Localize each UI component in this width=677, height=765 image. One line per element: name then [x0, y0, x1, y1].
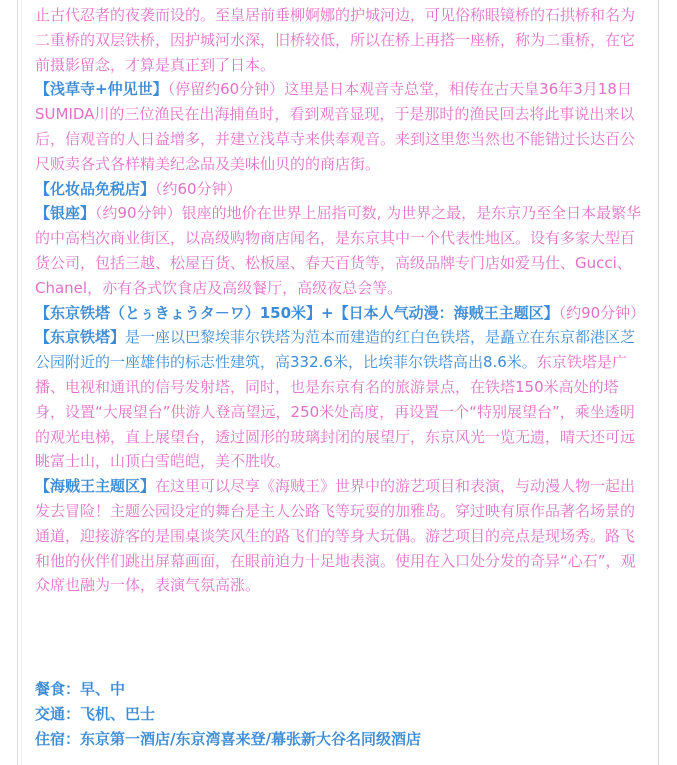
paragraph-sensoji: [35, 77, 647, 176]
itinerary-content: [35, 3, 647, 598]
tokyo-tower-one-piece-title: 【东京铁塔（とぅきょうタ－ワ）150米】+【日本人气动漫：海贼王主题区】: [35, 303, 559, 322]
paragraph-one-piece: [35, 474, 647, 598]
one-piece-title: 【海贼王主题区】: [35, 477, 156, 496]
tokyo-tower-intro: 是一座以巴黎埃菲尔铁塔为范本而建造的红白色铁塔，是矗立在东京都港区芝公园附近的一座雄伟的标志性建筑，高332.6米，比埃菲尔铁塔高出8.6米。: [35, 328, 636, 372]
duty-free-text: （约60分钟）: [155, 179, 242, 198]
transport-info: 交通：飞机、巴士: [35, 705, 156, 723]
meals-info: 餐食：早、中: [35, 680, 126, 698]
paragraph-tokyo-tower: [35, 325, 647, 474]
hotel-info: 住宿：东京第一酒店/东京湾喜来登/幕张新大谷名同级酒店: [35, 730, 421, 748]
trip-info-footer: [35, 677, 647, 752]
tokyo-tower-title: 【东京铁塔】: [35, 328, 126, 347]
duty-free-title: 【化妆品免税店】: [35, 179, 156, 198]
sensoji-title: 【浅草寺+仲见世】: [35, 80, 168, 99]
ginza-text: （约90分钟）银座的地价在世界上屈指可数, 为世界之最，是东京乃至全日本最繁华的中高档次商业街区，以高级购物商店闻名，是东京其中一个代表性地区。设有多家大型百货公司，包括三越、松屋百货、松板屋、春天百货等，高级品牌专门店如爱马仕、Gucci、Chanel，亦有各式饮食店及高级餐厅，高级夜总会等。: [35, 204, 642, 297]
paragraph-tokyo-tower-heading: [35, 301, 647, 326]
paragraph-ginza: [35, 201, 647, 300]
paragraph-duty-free: [35, 177, 647, 202]
one-piece-text: 在这里可以尽享《海贼王》世界中的游艺项目和表演，与动漫人物一起出发去冒险！主题公园设定的舞台是主人公路飞等玩耍的加雅岛。穿过映有原作品著名场景的通道，迎接游客的是围桌谈笑风生的路飞们的等身大玩偶。游艺项目的亮点是现场秀。路飞和他的伙伴们跳出屏幕画面，在眼前迫力十足地表演。使用在入口处分发的奇异“心石”，观众席也融为一体，表演气氛高涨。: [35, 477, 636, 595]
tokyo-tower-text: 东京铁塔是广播、电视和通讯的信号发射塔，同时，也是东京有名的旅游景点，在铁塔150米高处的塔身，设置“大展望台”供游人登高望远，250米处高度，再设置一个“特别展望台”，乘坐透明的观光电梯，直上展望台，透过圆形的玻璃封闭的展望厅，东京风光一览无遗，晴天还可远眺富士山，山顶白雪皑皑，美不胜收。: [35, 353, 636, 471]
imperial-palace-text: 止古代忍者的夜袭而设的。至皇居前垂柳婀娜的护城河边，可见俗称眼镜桥的石拱桥和名为二重桥的双层铁桥，因护城河水深，旧桥较低，所以在桥上再搭一座桥，称为二重桥，在它前摄影留念，才算是真正到了日本。: [35, 6, 636, 74]
sensoji-text: （停留约60分钟）这里是日本观音寺总堂，相传在古天皇36年3月18日SUMIDA川的三位渔民在出海捕鱼时，看到观音显现，于是那时的渔民回去将此事说出来以后，信观音的人日益增多，并建立浅草寺来供奉观音。来到这里您当然也不能错过长达百公尺贩卖各式各样精美纪念品及美味仙贝的的商店街。: [35, 80, 636, 173]
ginza-title: 【银座】: [35, 204, 96, 223]
paragraph-imperial-palace: [35, 3, 647, 77]
tokyo-tower-duration: （约90分钟）: [558, 303, 646, 322]
